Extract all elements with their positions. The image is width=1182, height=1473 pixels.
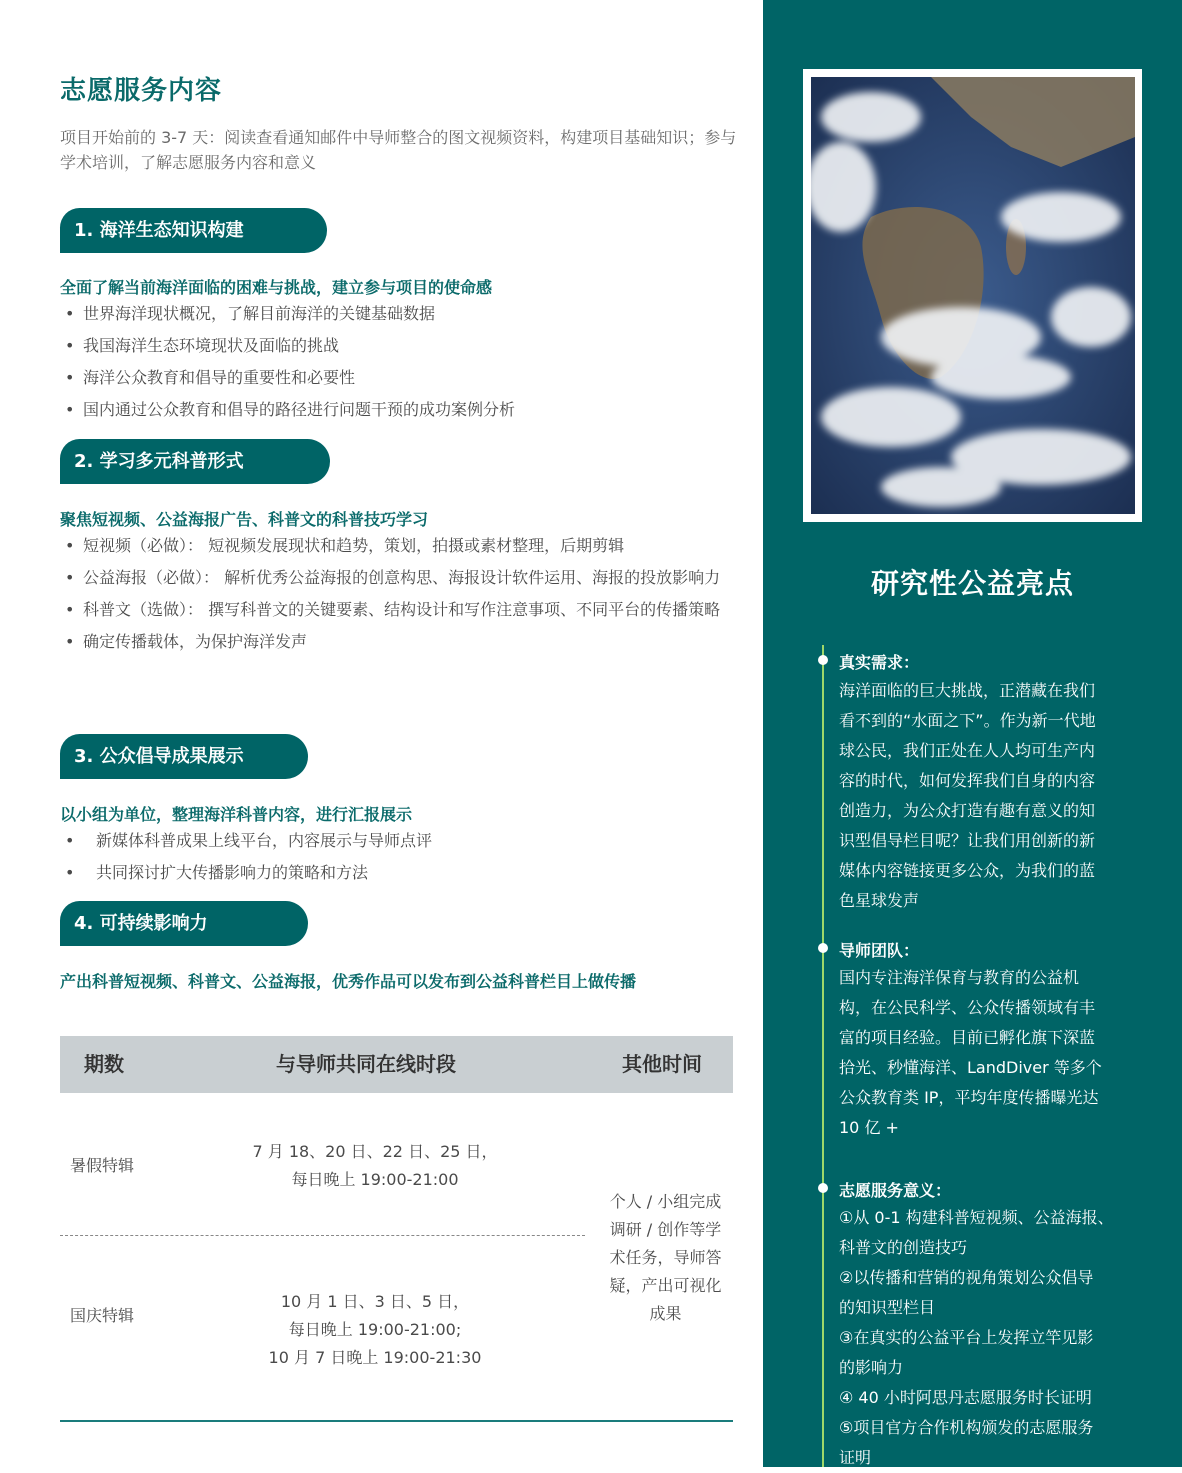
table-bottom-line (60, 1420, 733, 1422)
timeline-dot (818, 1183, 828, 1193)
bullet-icon: • (65, 336, 75, 355)
row-1-time: 7 月 18、20 日、22 日、25 日， 每日晚上 19:00-21:00 (252, 1142, 498, 1189)
row-2-time: 10 月 1 日、3 日、5 日， 每日晚上 19:00-21:00; 10 月 7 日晚上 19:00-21:30 (268, 1292, 482, 1367)
section-1-label: 1. 海洋生态知识构建 (60, 208, 327, 253)
section-1-list (60, 298, 740, 426)
header-online-time: 与导师共同在线时段 (276, 1052, 456, 1076)
section-4-subhead: 产出科普短视频、科普文、公益海报，优秀作品可以发布到公益科普栏目上做传播 (60, 972, 637, 991)
section-3-list (60, 825, 740, 889)
timeline-line (822, 645, 824, 1467)
list-item: • 新媒体科普成果上线平台，内容展示与导师点评 (60, 825, 740, 857)
bullet-icon: • (65, 536, 75, 555)
bullet-icon: • (65, 400, 75, 419)
section-4-label: 4. 可持续影响力 (60, 901, 308, 946)
list-item: • 世界海洋现状概况，了解目前海洋的关键基础数据 (60, 298, 740, 330)
block-2-head: 导师团队： (839, 941, 920, 960)
list-item: • 国内通过公众教育和倡导的路径进行问题干预的成功案例分析 (60, 394, 740, 426)
bullet-icon: • (65, 831, 75, 850)
list-item: • 短视频（必做）： 短视频发展现状和趋势，策划，拍摄或素材整理，后期剪辑 (60, 530, 740, 562)
section-2-label: 2. 学习多元科普形式 (60, 439, 330, 484)
section-2-subhead: 聚焦短视频、公益海报广告、科普文的科普技巧学习 (60, 510, 429, 529)
intro-text: 项目开始前的 3-7 天：阅读查看通知邮件中导师整合的图文视频资料，构建项目基础知识；参与学术培训，了解志愿服务内容和意义 (60, 128, 737, 172)
section-1-subhead: 全面了解当前海洋面临的困难与挑战，建立参与项目的使命感 (60, 278, 493, 297)
bullet-icon: • (65, 600, 75, 619)
row-2-name: 国庆特辑 (70, 1306, 135, 1325)
sidebar-title: 研究性公益亮点 (870, 567, 1074, 600)
list-item: • 我国海洋生态环境现状及面临的挑战 (60, 330, 740, 362)
schedule-table-header (60, 1036, 733, 1093)
list-item: • 共同探讨扩大传播影响力的策略和方法 (60, 857, 740, 889)
header-period: 期数 (84, 1052, 124, 1076)
bullet-icon: • (65, 632, 75, 651)
timeline-dot (818, 943, 828, 953)
list-item: • 海洋公众教育和倡导的重要性和必要性 (60, 362, 740, 394)
row-divider (60, 1235, 585, 1236)
block-1-head: 真实需求： (839, 653, 920, 672)
block-3-head: 志愿服务意义： (839, 1181, 952, 1200)
block-1-body: 海洋面临的巨大挑战，正潜藏在我们 看不到的“水面之下”。作为新一代地 球公民，我们正处在人人均可生产内 容的时代，如何发挥我们自身的内容 创造力，为公众打造有趣有意义的知 识型倡导栏目呢？让我们用创新的新 媒体内容链接更多公众，为我们的蓝 色星球发声 (839, 681, 1096, 910)
block-2-body: 国内专注海洋保育与教育的公益机 构，在公民科学、公众传播领域有丰 富的项目经验。目前已孵化旗下深蓝 拾光、秒懂海洋、LandDiver 等多个 公众教育类 IP，平均年度传播曝光达 10 亿 + (839, 968, 1102, 1137)
section-2-list (60, 530, 740, 658)
list-item: • 公益海报（必做）： 解析优秀公益海报的创意构思、海报设计软件运用、海报的投放影响力 (60, 562, 740, 594)
list-item: • 科普文（选做）： 撰写科普文的关键要素、结构设计和写作注意事项、不同平台的传播策略 (60, 594, 740, 626)
other-time-cell: 个人 / 小组完成 调研 / 创作等学 术任务，导师答 疑，产出可视化 成果 (609, 1192, 722, 1323)
section-3-label: 3. 公众倡导成果展示 (60, 734, 308, 779)
header-other-time: 其他时间 (622, 1052, 702, 1076)
bullet-icon: • (65, 304, 75, 323)
block-3-body: ①从 0-1 构建科普短视频、公益海报、 科普文的创造技巧 ②以传播和营销的视角策划公众倡导 的知识型栏目 ③在真实的公益平台上发挥立竿见影 的影响力 ④ 40 小时阿思丹志愿服务时长证明 ⑤项目官方合作机构颁发的志愿服务 证明 (839, 1208, 1114, 1467)
earth-photo-icon (811, 77, 1135, 514)
bullet-icon: • (65, 863, 75, 882)
list-item: • 确定传播载体，为保护海洋发声 (60, 626, 740, 658)
bullet-icon: • (65, 568, 75, 587)
section-3-subhead: 以小组为单位，整理海洋科普内容，进行汇报展示 (60, 805, 413, 824)
row-1-name: 暑假特辑 (70, 1156, 135, 1175)
page-title: 志愿服务内容 (60, 76, 223, 106)
timeline-dot (818, 655, 828, 665)
bullet-icon: • (65, 368, 75, 387)
